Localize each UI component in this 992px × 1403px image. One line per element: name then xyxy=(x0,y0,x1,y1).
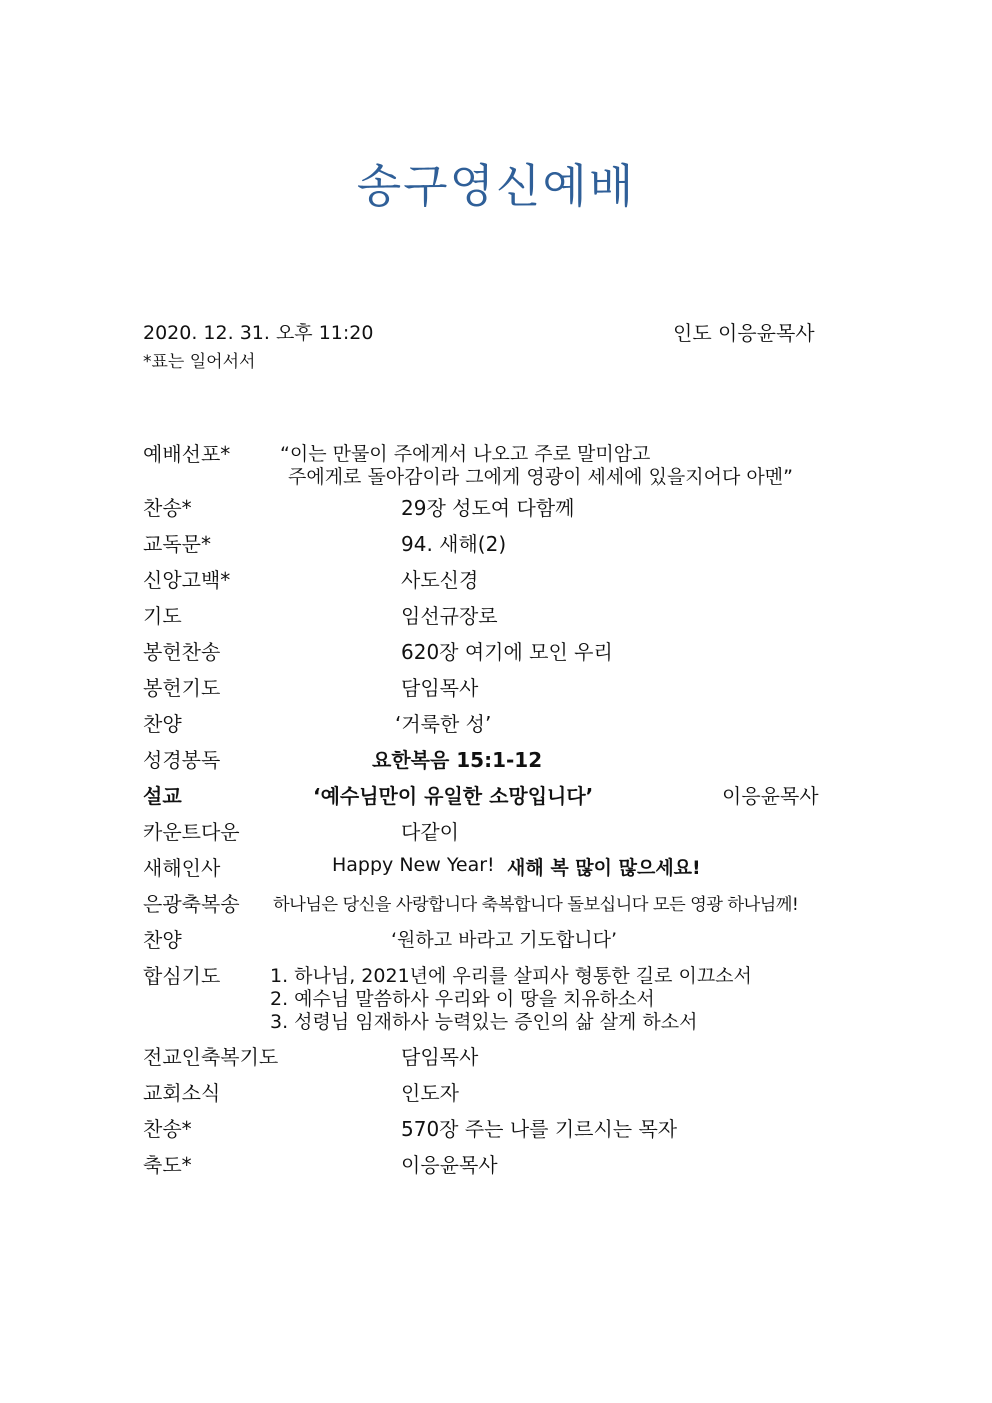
item-label: 예배선포* xyxy=(143,442,231,466)
sermon-title: ‘예수님만이 유일한 소망입니다’ xyxy=(313,784,594,808)
item-value: 담임목사 xyxy=(401,676,479,700)
item-value: 94. 새해(2) xyxy=(401,532,507,556)
item-value: 620장 여기에 모인 우리 xyxy=(401,640,613,664)
item-value: 다같이 xyxy=(401,820,459,844)
item-value: 이응윤목사 xyxy=(401,1153,498,1177)
item-value: 사도신경 xyxy=(401,568,479,592)
item-label: 봉헌기도 xyxy=(143,676,221,700)
item-label: 카운트다운 xyxy=(143,820,240,844)
item-value: ‘원하고 바라고 기도합니다’ xyxy=(391,929,618,951)
declaration-line-1: “이는 만물이 주에게서 나오고 주로 말미암고 xyxy=(280,443,651,465)
prayer-line-1: 1. 하나님, 2021년에 우리를 살피사 형통한 길로 이끄소서 xyxy=(270,965,752,987)
standing-note: *표는 일어서서 xyxy=(143,352,256,372)
declaration-line-2: 주에게로 돌아감이라 그에게 영광이 세세에 있을지어다 아멘” xyxy=(288,466,793,488)
item-label: 찬송* xyxy=(143,1117,192,1141)
service-leader: 인도 이응윤목사 xyxy=(673,321,815,345)
item-label: 찬양 xyxy=(143,928,182,952)
item-value: 29장 성도여 다함께 xyxy=(401,496,575,520)
item-label: 봉헌찬송 xyxy=(143,640,221,664)
item-label: 성경봉독 xyxy=(143,748,221,772)
item-label: 신앙고백* xyxy=(143,568,231,592)
service-datetime: 2020. 12. 31. 오후 11:20 xyxy=(143,322,374,344)
item-value: 인도자 xyxy=(401,1081,459,1105)
item-label: 찬송* xyxy=(143,496,192,520)
item-label: 새해인사 xyxy=(143,856,221,880)
sermon-speaker: 이응윤목사 xyxy=(722,784,819,808)
prayer-line-3: 3. 성령님 임재하사 능력있는 증인의 삶 살게 하소서 xyxy=(270,1011,698,1033)
page-title: 송구영신예배 xyxy=(356,159,636,213)
item-value: 570장 주는 나를 기르시는 목자 xyxy=(401,1117,678,1141)
item-value: 담임목사 xyxy=(401,1045,479,1069)
prayer-line-2: 2. 예수님 말씀하사 우리와 이 땅을 치유하소서 xyxy=(270,988,655,1010)
item-value: ‘거룩한 성’ xyxy=(395,712,492,736)
item-value: 하나님은 당신을 사랑합니다 축복합니다 돌보십니다 모든 영광 하나님께! xyxy=(273,895,799,915)
item-label: 은광축복송 xyxy=(143,892,240,916)
item-label: 설교 xyxy=(143,784,182,808)
item-label: 전교인축복기도 xyxy=(143,1045,279,1069)
greeting-korean: 새해 복 많이 많으세요! xyxy=(507,857,701,879)
item-label: 교독문* xyxy=(143,532,211,556)
greeting-english: Happy New Year! xyxy=(332,854,495,876)
item-label: 축도* xyxy=(143,1153,192,1177)
item-label: 교회소식 xyxy=(143,1081,221,1105)
item-value: 임선규장로 xyxy=(401,604,498,628)
item-label: 합심기도 xyxy=(143,964,221,988)
item-label: 기도 xyxy=(143,604,182,628)
item-value: 요한복음 15:1-12 xyxy=(372,748,543,772)
item-label: 찬양 xyxy=(143,712,182,736)
